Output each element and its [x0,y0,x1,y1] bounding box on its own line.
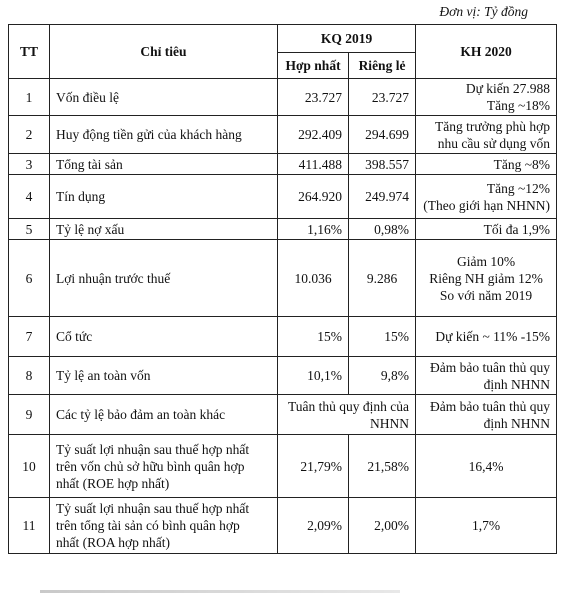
header-tt: TT [9,25,50,79]
row-hop-nhat: 10.036 [278,240,349,317]
header-kq: KQ 2019 [278,25,416,53]
row-tt: 5 [9,219,50,240]
row-tt: 6 [9,240,50,317]
table-row [9,317,557,357]
row-rieng-le: 249.974 [349,175,416,219]
row-rieng-le: 2,00% [349,498,416,554]
row-tt: 3 [9,154,50,175]
row-hop-nhat: 2,09% [278,498,349,554]
row-name: Các tỷ lệ bảo đảm an toàn khác [50,395,278,435]
row-rieng-le: 294.699 [349,116,416,154]
row-kh: Dự kiến 27.988 Tăng ~18% [416,79,557,116]
table-row [9,357,557,395]
table-row [9,498,557,554]
row-name: Tỷ lệ an toàn vốn [50,357,278,395]
table-row [9,240,557,317]
row-rieng-le: 9,8% [349,357,416,395]
row-tt: 10 [9,435,50,498]
row-hop-nhat: 23.727 [278,79,349,116]
row-name: Tỷ lệ nợ xấu [50,219,278,240]
header-rieng-le: Riêng lẻ [349,53,416,79]
row-hop-nhat: 10,1% [278,357,349,395]
row-kh: Tăng trưởng phù hợp nhu cầu sử dụng vốn [416,116,557,154]
row-hop-nhat: 264.920 [278,175,349,219]
row-tt: 4 [9,175,50,219]
row-kh: Tăng ~12% (Theo giới hạn NHNN) [416,175,557,219]
header-kh: KH 2020 [416,25,557,79]
row-merged-kq: Tuân thủ quy định của NHNN [278,395,416,435]
table-row [9,116,557,154]
row-rieng-le: 15% [349,317,416,357]
row-name: Cổ tức [50,317,278,357]
row-kh: Tối đa 1,9% [416,219,557,240]
row-rieng-le: 0,98% [349,219,416,240]
row-rieng-le: 398.557 [349,154,416,175]
row-hop-nhat: 15% [278,317,349,357]
row-rieng-le: 23.727 [349,79,416,116]
table-row [9,395,557,435]
row-rieng-le: 9.286 [349,240,416,317]
row-kh: Tăng ~8% [416,154,557,175]
row-tt: 9 [9,395,50,435]
row-tt: 7 [9,317,50,357]
row-tt: 1 [9,79,50,116]
row-name: Lợi nhuận trước thuế [50,240,278,317]
table-row [9,435,557,498]
row-rieng-le: 21,58% [349,435,416,498]
table-row [9,219,557,240]
table-row [9,154,557,175]
row-tt: 2 [9,116,50,154]
header-hop-nhat: Hợp nhất [278,53,349,79]
row-tt: 11 [9,498,50,554]
row-kh: Dự kiến ~ 11% -15% [416,317,557,357]
unit-label: Đơn vị: Tỷ đồng [439,4,528,19]
row-name: Huy động tiền gửi của khách hàng [50,116,278,154]
row-name: Tỷ suất lợi nhuận sau thuế hợp nhất trên vốn chủ sở hữu bình quân hợp nhất (ROE hợp nhất) [50,435,278,498]
row-hop-nhat: 21,79% [278,435,349,498]
row-tt: 8 [9,357,50,395]
row-kh: Đảm bảo tuân thủ quy định NHNN [416,395,557,435]
row-kh: Đảm bảo tuân thủ quy định NHNN [416,357,557,395]
row-hop-nhat: 292.409 [278,116,349,154]
table-row [9,79,557,116]
row-hop-nhat: 411.488 [278,154,349,175]
row-name: Tỷ suất lợi nhuận sau thuế hợp nhất trên tổng tài sản có bình quân hợp nhất (ROA hợp nhất) [50,498,278,554]
cropped-footer-line [40,590,400,593]
row-name: Vốn điều lệ [50,79,278,116]
table-row [9,175,557,219]
header-chi-tieu: Chỉ tiêu [50,25,278,79]
results-table [8,24,557,554]
row-name: Tín dụng [50,175,278,219]
row-kh: 16,4% [416,435,557,498]
row-name: Tổng tài sản [50,154,278,175]
row-kh: Giảm 10% Riêng NH giảm 12% So với năm 2019 [416,240,557,317]
row-kh: 1,7% [416,498,557,554]
row-hop-nhat: 1,16% [278,219,349,240]
